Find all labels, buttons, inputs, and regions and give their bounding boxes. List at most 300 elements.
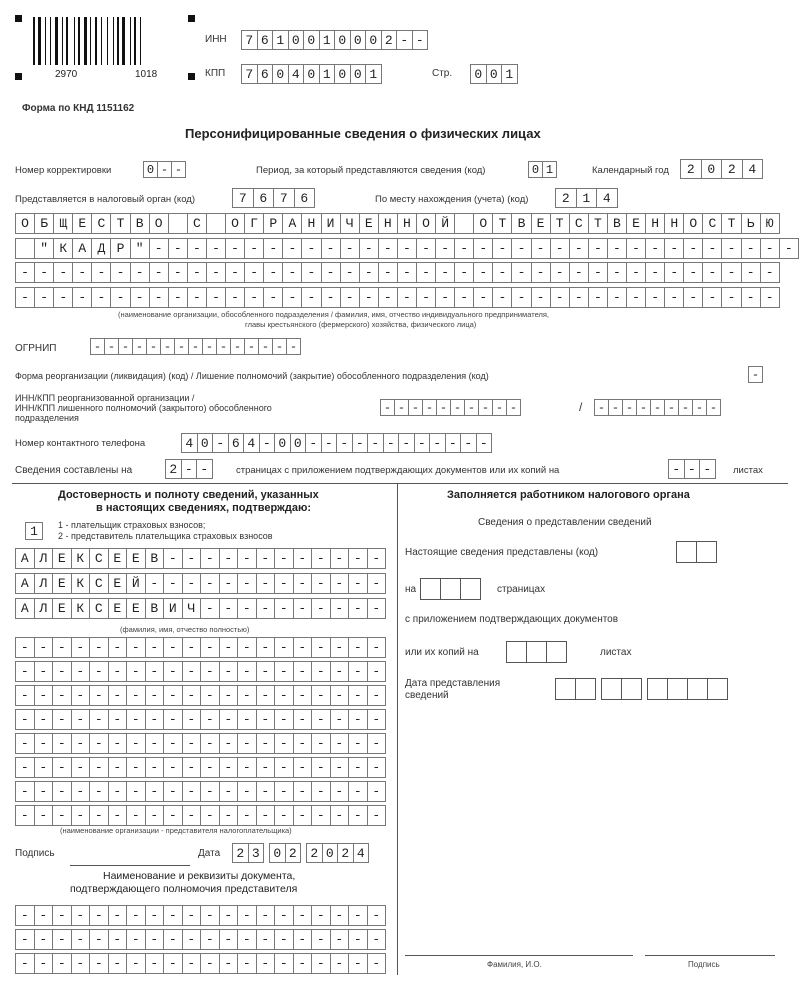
char-cell: -: [321, 433, 338, 453]
barcode-corner-tl: [15, 15, 22, 22]
char-cell: -: [256, 598, 276, 619]
left-title-1: Достоверность и полноту сведений, указанных: [58, 489, 319, 501]
char-cell: Н: [301, 213, 321, 234]
char-cell: 4: [596, 188, 618, 208]
signer-option-2: 2 - представитель плательщика страховых взносов: [58, 531, 273, 541]
char-cell: 0: [365, 30, 382, 50]
char-cell: 1: [25, 522, 43, 540]
char-cell: О: [225, 213, 245, 234]
char-cell: 6: [294, 188, 316, 208]
char-cell: -: [237, 905, 257, 926]
char-cell: -: [71, 661, 91, 682]
char-cell: -: [311, 953, 331, 974]
char-cell: -: [367, 905, 387, 926]
char-cell: -: [237, 548, 257, 569]
char-cell: 7: [241, 30, 258, 50]
signature-date-field: [232, 843, 368, 863]
char-cell: -: [348, 573, 368, 594]
char-cell: -: [89, 685, 109, 706]
char-cell: -: [397, 287, 417, 308]
char-cell: -: [293, 757, 313, 778]
barcode-bar: [117, 17, 119, 65]
char-cell: -: [286, 338, 301, 355]
char-cell: -: [206, 238, 226, 259]
char-cell: -: [15, 262, 35, 283]
char-cell: -: [108, 709, 128, 730]
char-cell: 4: [742, 159, 764, 179]
char-cell: -: [52, 805, 72, 826]
org-name-row: [15, 238, 798, 259]
char-cell: -: [52, 929, 72, 950]
box: [621, 678, 642, 700]
char-cell: -: [237, 953, 257, 974]
char-cell: 7: [241, 64, 258, 84]
barcode-bar: [84, 17, 87, 65]
char-cell: -: [200, 805, 220, 826]
org-name-row: [15, 287, 779, 308]
char-cell: -: [330, 661, 350, 682]
char-cell: -: [282, 262, 302, 283]
char-cell: -: [330, 637, 350, 658]
char-cell: -: [348, 685, 368, 706]
char-cell: -: [71, 685, 91, 706]
char-cell: -: [321, 287, 341, 308]
char-cell: -: [311, 929, 331, 950]
char-cell: -: [89, 953, 109, 974]
char-cell: -: [118, 338, 133, 355]
char-cell: -: [145, 905, 165, 926]
barcode-bar: [45, 17, 46, 65]
char-cell: -: [15, 805, 35, 826]
char-cell: -: [146, 338, 161, 355]
char-cell: -: [196, 459, 213, 479]
char-cell: -: [182, 548, 202, 569]
char-cell: С: [89, 573, 109, 594]
char-cell: -: [219, 805, 239, 826]
char-cell: -: [282, 287, 302, 308]
char-cell: -: [52, 905, 72, 926]
barcode-corner-bl: [15, 73, 22, 80]
year-field: [680, 159, 762, 179]
char-cell: -: [721, 262, 741, 283]
char-cell: -: [274, 733, 294, 754]
char-cell: -: [108, 781, 128, 802]
barcode-bar: [38, 17, 41, 65]
char-cell: -: [367, 573, 387, 594]
char-cell: 6: [253, 188, 275, 208]
char-cell: -: [53, 287, 73, 308]
char-cell: -: [145, 709, 165, 730]
left-title-2: в настоящих сведениях, подтверждаю:: [96, 502, 312, 514]
char-cell: -: [429, 433, 446, 453]
char-cell: -: [664, 238, 684, 259]
page-field: [470, 64, 517, 84]
char-cell: -: [760, 287, 780, 308]
char-cell: -: [293, 953, 313, 974]
char-cell: -: [450, 399, 465, 416]
char-cell: -: [108, 685, 128, 706]
char-cell: -: [200, 709, 220, 730]
char-cell: -: [181, 459, 198, 479]
char-cell: -: [588, 287, 608, 308]
char-cell: -: [89, 757, 109, 778]
char-cell: -: [149, 287, 169, 308]
char-cell: -: [206, 262, 226, 283]
char-cell: -: [282, 238, 302, 259]
char-cell: Е: [108, 548, 128, 569]
char-cell: Е: [626, 213, 646, 234]
char-cell: -: [15, 781, 35, 802]
char-cell: -: [89, 637, 109, 658]
char-cell: -: [492, 399, 507, 416]
char-cell: -: [293, 548, 313, 569]
box: [707, 678, 728, 700]
char-cell: -: [569, 238, 589, 259]
presented-label: Настоящие сведения представлены (код): [405, 547, 599, 558]
char-cell: -: [244, 262, 264, 283]
char-cell: -: [110, 287, 130, 308]
char-cell: -: [256, 757, 276, 778]
char-cell: -: [52, 757, 72, 778]
char-cell: -: [15, 709, 35, 730]
char-cell: -: [569, 287, 589, 308]
char-cell: -: [272, 338, 287, 355]
box: [676, 541, 697, 563]
box: [575, 678, 596, 700]
char-cell: -: [348, 953, 368, 974]
char-cell: -: [293, 733, 313, 754]
char-cell: -: [531, 262, 551, 283]
page-title: Персонифицированные сведения о физических лицах: [185, 126, 541, 141]
char-cell: -: [274, 929, 294, 950]
char-cell: -: [237, 805, 257, 826]
char-cell: -: [626, 238, 646, 259]
char-cell: -: [359, 262, 379, 283]
char-cell: 2: [721, 159, 743, 179]
char-cell: -: [594, 399, 609, 416]
char-cell: -: [212, 433, 229, 453]
char-cell: -: [182, 709, 202, 730]
char-cell: -: [588, 262, 608, 283]
representative-org-row: [15, 781, 385, 802]
char-cell: 0: [303, 30, 320, 50]
char-cell: 1: [501, 64, 518, 84]
char-cell: Е: [108, 573, 128, 594]
char-cell: 0: [334, 64, 351, 84]
char-cell: -: [34, 905, 54, 926]
char-cell: -: [259, 433, 276, 453]
char-cell: -: [200, 953, 220, 974]
char-cell: -: [435, 262, 455, 283]
char-cell: -: [15, 953, 35, 974]
char-cell: -: [511, 238, 531, 259]
char-cell: -: [187, 238, 207, 259]
char-cell: Ч: [340, 213, 360, 234]
char-cell: -: [163, 905, 183, 926]
barcode: [15, 15, 195, 80]
footer-line-name: [405, 955, 633, 956]
reorg-inn-label-1: ИНН/КПП реорганизованной организации /: [15, 393, 195, 403]
char-cell: -: [126, 733, 146, 754]
char-cell: -: [330, 805, 350, 826]
char-cell: -: [52, 781, 72, 802]
char-cell: -: [293, 685, 313, 706]
char-cell: 0: [143, 161, 158, 178]
signer-name-row: [15, 573, 385, 594]
char-cell: -: [367, 709, 387, 730]
char-cell: -: [200, 733, 220, 754]
char-cell: -: [397, 238, 417, 259]
char-cell: -: [569, 262, 589, 283]
char-cell: -: [445, 433, 462, 453]
right-subtitle: Сведения о представлении сведений: [478, 517, 652, 528]
char-cell: -: [71, 905, 91, 926]
char-cell: -: [258, 338, 273, 355]
char-cell: -: [52, 953, 72, 974]
representative-org-caption: (наименование организации - представителя налогоплательщика): [60, 826, 292, 835]
char-cell: 6: [228, 433, 245, 453]
char-cell: О: [15, 213, 35, 234]
char-cell: -: [293, 573, 313, 594]
char-cell: -: [145, 685, 165, 706]
char-cell: -: [256, 548, 276, 569]
doc-title-2: подтверждающего полномочия представителя: [70, 883, 298, 895]
char-cell: -: [182, 661, 202, 682]
char-cell: -: [206, 287, 226, 308]
char-cell: -: [237, 929, 257, 950]
char-cell: С: [569, 213, 589, 234]
barcode-bar: [95, 17, 97, 65]
right-on-label: на: [405, 584, 417, 595]
char-cell: -: [702, 262, 722, 283]
char-cell: -: [293, 661, 313, 682]
char-cell: -: [367, 929, 387, 950]
char-cell: -: [340, 262, 360, 283]
char-cell: -: [34, 929, 54, 950]
char-cell: И: [163, 598, 183, 619]
char-cell: -: [182, 805, 202, 826]
char-cell: -: [132, 338, 147, 355]
char-cell: -: [435, 287, 455, 308]
char-cell: -: [301, 238, 321, 259]
char-cell: -: [741, 262, 761, 283]
char-cell: -: [607, 262, 627, 283]
char-cell: -: [145, 573, 165, 594]
char-cell: -: [256, 905, 276, 926]
org-name-row: [15, 262, 779, 283]
char-cell: -: [636, 399, 651, 416]
char-cell: -: [396, 30, 413, 50]
barcode-bar: [66, 17, 68, 65]
char-cell: 0: [470, 64, 487, 84]
doc-row: [15, 953, 385, 974]
char-cell: -: [89, 929, 109, 950]
char-cell: -: [721, 287, 741, 308]
char-cell: Е: [126, 548, 146, 569]
char-cell: -: [108, 733, 128, 754]
char-cell: -: [256, 709, 276, 730]
sheets-label: листах: [733, 465, 763, 476]
char-cell: -: [163, 953, 183, 974]
char-cell: -: [330, 598, 350, 619]
char-cell: 2: [165, 459, 182, 479]
right-attach-label: с приложением подтверждающих документов: [405, 614, 619, 625]
char-cell: -: [200, 781, 220, 802]
char-cell: -: [348, 929, 368, 950]
char-cell: -: [182, 685, 202, 706]
char-cell: 2: [555, 188, 577, 208]
right-title: Заполняется работником налогового органа: [447, 489, 690, 501]
right-pages-field: [420, 578, 480, 600]
char-cell: -: [367, 598, 387, 619]
char-cell: -: [202, 338, 217, 355]
char-cell: -: [34, 709, 54, 730]
box: [420, 578, 441, 600]
char-cell: К: [71, 598, 91, 619]
char-cell: -: [200, 637, 220, 658]
char-cell: -: [311, 548, 331, 569]
footer-name-caption: Фамилия, И.О.: [487, 960, 542, 969]
barcode-left-number: 2970: [55, 69, 78, 80]
char-cell: Е: [359, 213, 379, 234]
char-cell: -: [187, 287, 207, 308]
char-cell: -: [15, 733, 35, 754]
char-cell: -: [454, 262, 474, 283]
char-cell: -: [650, 399, 665, 416]
char-cell: -: [760, 238, 780, 259]
char-cell: -: [367, 637, 387, 658]
char-cell: Е: [52, 548, 72, 569]
char-cell: -: [145, 661, 165, 682]
char-cell: -: [219, 905, 239, 926]
char-cell: -: [340, 238, 360, 259]
char-cell: -: [219, 733, 239, 754]
char-cell: -: [274, 685, 294, 706]
char-cell: Н: [397, 213, 417, 234]
char-cell: 0: [290, 433, 307, 453]
representative-org-row: [15, 685, 385, 706]
char-cell: -: [321, 238, 341, 259]
char-cell: Р: [263, 213, 283, 234]
org-name-row: [15, 213, 779, 234]
char-cell: -: [34, 781, 54, 802]
char-cell: -: [182, 905, 202, 926]
char-cell: -: [330, 781, 350, 802]
char-cell: -: [422, 399, 437, 416]
char-cell: -: [91, 262, 111, 283]
char-cell: -: [216, 338, 231, 355]
char-cell: -: [748, 366, 763, 383]
char-cell: -: [293, 929, 313, 950]
char-cell: 2: [285, 843, 302, 863]
reorg-kpp-field: [594, 399, 720, 416]
char-cell: -: [416, 287, 436, 308]
char-cell: -: [174, 338, 189, 355]
char-cell: -: [256, 953, 276, 974]
signature-label: Подпись: [15, 848, 55, 859]
char-cell: О: [683, 213, 703, 234]
char-cell: -: [15, 287, 35, 308]
char-cell: -: [219, 637, 239, 658]
char-cell: Л: [34, 598, 54, 619]
char-cell: 1: [365, 64, 382, 84]
char-cell: -: [383, 433, 400, 453]
char-cell: -: [274, 548, 294, 569]
char-cell: 4: [288, 64, 305, 84]
char-cell: -: [311, 781, 331, 802]
char-cell: -: [473, 262, 493, 283]
char-cell: К: [53, 238, 73, 259]
char-cell: -: [416, 238, 436, 259]
char-cell: -: [182, 953, 202, 974]
char-cell: -: [34, 805, 54, 826]
char-cell: ": [130, 238, 150, 259]
reorg-inn-label-2: ИНН/КПП лишенного полномочий (закрытого) обособленного: [15, 403, 272, 413]
reorg-field: [748, 366, 762, 383]
barcode-bar: [113, 17, 114, 65]
char-cell: -: [311, 685, 331, 706]
char-cell: -: [90, 338, 105, 355]
representative-org-row: [15, 733, 385, 754]
char-cell: В: [511, 213, 531, 234]
char-cell: -: [622, 399, 637, 416]
char-cell: -: [683, 262, 703, 283]
char-cell: Й: [126, 573, 146, 594]
char-cell: -: [126, 929, 146, 950]
page-label: Стр.: [432, 68, 453, 79]
char-cell: И: [321, 213, 341, 234]
right-copies-label: или их копий на: [405, 647, 479, 658]
char-cell: -: [225, 287, 245, 308]
kpp-field: [241, 64, 381, 84]
char-cell: -: [473, 238, 493, 259]
char-cell: -: [311, 598, 331, 619]
char-cell: 6: [257, 64, 274, 84]
char-cell: -: [779, 238, 799, 259]
char-cell: -: [145, 953, 165, 974]
char-cell: -: [256, 685, 276, 706]
char-cell: -: [367, 661, 387, 682]
char-cell: -: [89, 709, 109, 730]
char-cell: -: [237, 573, 257, 594]
char-cell: -: [330, 573, 350, 594]
char-cell: К: [71, 548, 91, 569]
char-cell: 0: [322, 843, 339, 863]
char-cell: 2: [337, 843, 354, 863]
char-cell: -: [311, 709, 331, 730]
char-cell: -: [71, 709, 91, 730]
char-cell: -: [225, 238, 245, 259]
char-cell: -: [230, 338, 245, 355]
char-cell: С: [89, 598, 109, 619]
footer-sign-caption: Подпись: [688, 960, 720, 969]
char-cell: -: [336, 433, 353, 453]
barcode-bar: [107, 17, 108, 65]
char-cell: Е: [108, 598, 128, 619]
char-cell: -: [274, 637, 294, 658]
char-cell: -: [683, 238, 703, 259]
char-cell: 1: [319, 64, 336, 84]
char-cell: -: [359, 238, 379, 259]
char-cell: -: [702, 287, 722, 308]
char-cell: -: [126, 953, 146, 974]
char-cell: В: [130, 213, 150, 234]
char-cell: -: [15, 757, 35, 778]
char-cell: -: [163, 929, 183, 950]
location-label: По месту нахождения (учета) (код): [375, 194, 529, 205]
char-cell: Ю: [760, 213, 780, 234]
box: [506, 641, 527, 663]
